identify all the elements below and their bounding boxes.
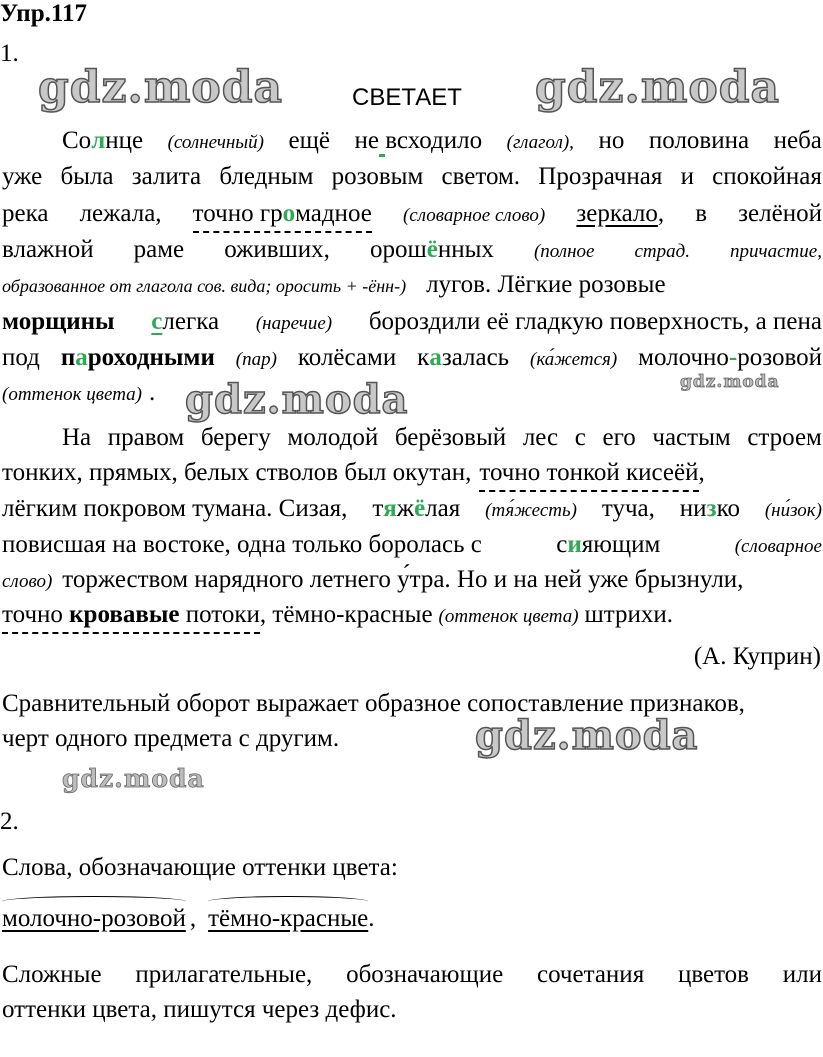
text-line: под пароходными (пар) колёсами казалась (ка́жется) молочно-розовой	[2, 344, 822, 371]
text-line: уже была залита бледным розовым светом. Прозрачная и спокойная	[2, 163, 822, 190]
text-line: повисшая на востоке, одна только боролась с сияющим (словарное	[2, 531, 822, 558]
text-line: тонких, прямых, белых стволов был окутан, точно тонкой кисеёй ,	[2, 456, 822, 492]
rule-text: Сложные прилагательные, обозначающие сочетания цветов или	[2, 961, 822, 988]
part-number-1: 1.	[0, 40, 19, 67]
watermark-logo: gdz.moda	[475, 712, 699, 759]
answer-words: молочно-розовой , тёмно-красные .	[2, 902, 822, 935]
task-heading: Слова, обозначающие оттенки цвета:	[2, 854, 398, 881]
watermark-logo: gdz.moda	[38, 62, 284, 113]
text-line: точно кровавые потоки , тёмно-красные (оттенок цвета) штрихи.	[2, 598, 822, 634]
answer-word: молочно-розовой	[2, 902, 186, 935]
exercise-number: Упр.117	[0, 0, 87, 27]
text-line: слово) торжеством нарядного летнего у́тра. Но и на ней уже брызнули,	[2, 566, 744, 593]
text-line: Солнце (солнечный) ещё не всходило (глагол), но половина неба	[62, 124, 822, 159]
answer-word: тёмно-красные	[208, 902, 368, 935]
watermark-logo: gdz.moda	[535, 62, 781, 113]
part-number-2: 2.	[0, 808, 19, 835]
author: (А. Куприн)	[693, 643, 821, 670]
watermark-logo: gdz.moda	[185, 376, 409, 423]
text-line: морщины слегка (наречие) бороздили её гладкую поверхность, а пена	[2, 308, 822, 335]
text-line: река лежала, точно громадное (словарное слово) зеркало, в зелёной	[2, 197, 822, 233]
text-title: СВЕТАЕТ	[352, 84, 462, 111]
text-line: На правом берегу молодой берёзовый лес с его частым строем	[62, 424, 822, 451]
rule-text: Сравнительный оборот выражает образное сопоставление признаков,	[2, 690, 745, 717]
watermark-logo: gdz.moda	[680, 372, 780, 392]
rule-text: оттенки цвета, пишутся через дефис.	[2, 996, 397, 1023]
text-line: лёгким покровом тумана. Сизая, тяжёлая (тя́жесть) туча, низко (ни́зок)	[2, 495, 822, 522]
text-line: (оттенок цвета) .	[2, 379, 156, 406]
watermark-logo: gdz.moda	[62, 764, 205, 793]
rule-text: черт одного предмета с другим.	[2, 725, 340, 752]
text-line: влажной раме оживших, орошённых (полное страд. причастие,	[2, 236, 822, 263]
text-line: образованное от глагола сов. вида; оросить + -ённ-) лугов. Лёгкие розовые	[2, 271, 666, 298]
